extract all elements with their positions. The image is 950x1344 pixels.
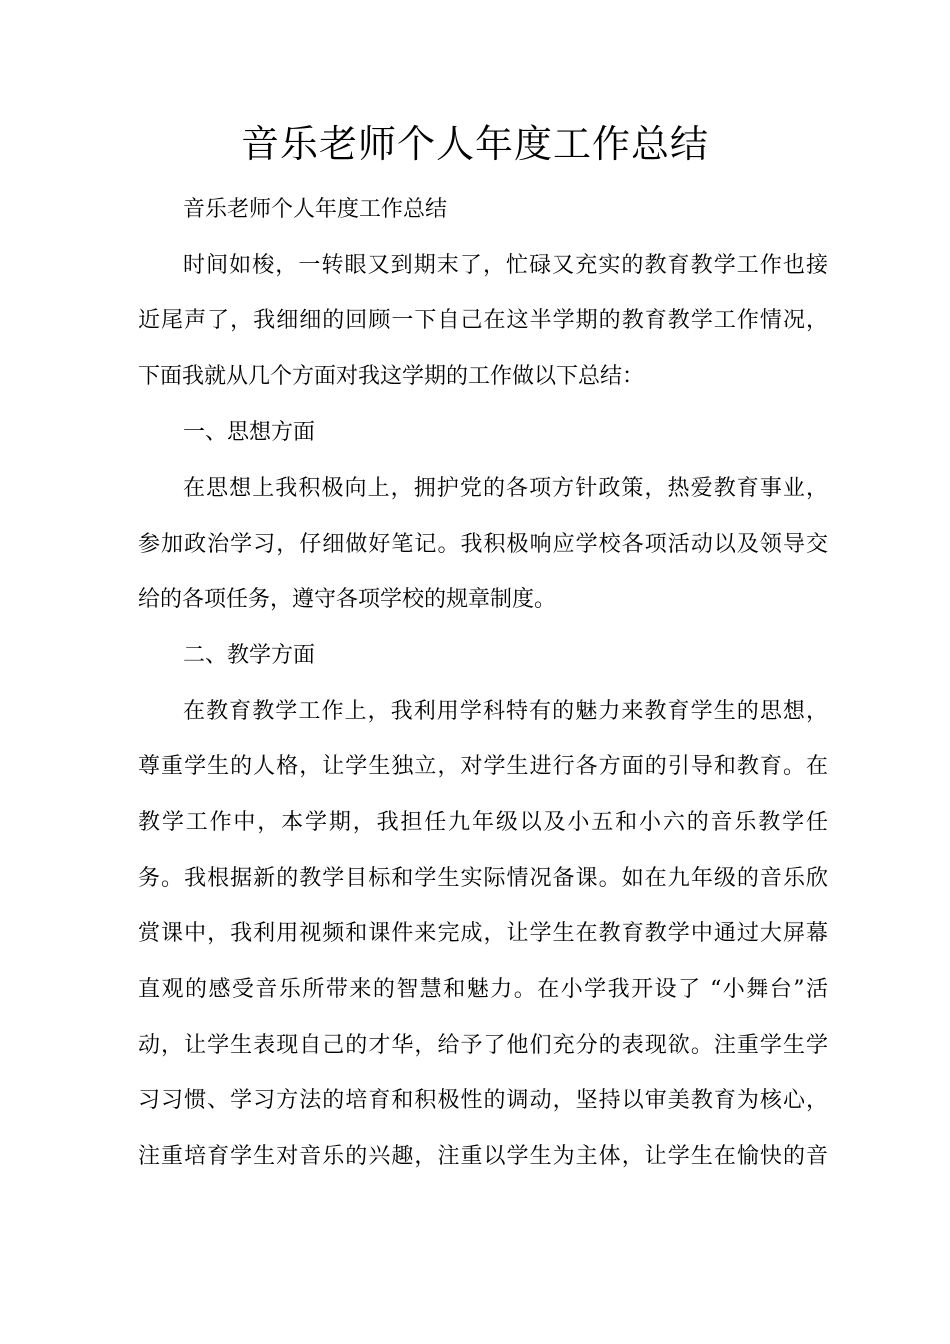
section-heading: 一、思想方面 <box>183 420 316 445</box>
section-heading: 二、教学方面 <box>183 643 316 668</box>
paragraph-line: 动，让学生表现自己的才华，给予了他们充分的表现欲。注重学生学 <box>138 1033 828 1058</box>
paragraph-line: 近尾声了，我细细的回顾一下自己在这半学期的教育教学工作情况， <box>138 308 828 333</box>
paragraph-line: 务。我根据新的教学目标和学生实际情况备课。如在九年级的音乐欣 <box>138 866 828 891</box>
paragraph-line: 习习惯、学习方法的培育和积极性的调动，坚持以审美教育为核心， <box>138 1088 828 1113</box>
paragraph-line: 教学工作中，本学期，我担任九年级以及小五和小六的音乐教学任 <box>138 810 828 835</box>
document-title: 音乐老师个人年度工作总结 <box>240 122 709 166</box>
paragraph-line: 在教育教学工作上，我利用学科特有的魅力来教育学生的思想， <box>183 699 828 724</box>
paragraph-line: 下面我就从几个方面对我这学期的工作做以下总结： <box>138 364 645 389</box>
paragraph-line: 直观的感受音乐所带来的智慧和魅力。在小学我开设了 “小舞台”活 <box>138 977 828 1002</box>
paragraph-line: 给的各项任务，遵守各项学校的规章制度。 <box>138 587 557 612</box>
paragraph-line: 音乐老师个人年度工作总结 <box>183 197 448 222</box>
paragraph-line: 在思想上我积极向上，拥护党的各项方针政策，热爱教育事业， <box>183 476 828 501</box>
paragraph-line: 尊重学生的人格，让学生独立，对学生进行各方面的引导和教育。在 <box>138 754 828 779</box>
paragraph-line: 赏课中，我利用视频和课件来完成，让学生在教育教学中通过大屏幕 <box>138 921 828 946</box>
paragraph-line: 时间如梭，一转眼又到期末了，忙碌又充实的教育教学工作也接 <box>183 253 828 278</box>
paragraph-line: 参加政治学习，仔细做好笔记。我积极响应学校各项活动以及领导交 <box>138 532 828 557</box>
paragraph-line: 注重培育学生对音乐的兴趣，注重以学生为主体，让学生在愉快的音 <box>138 1144 828 1169</box>
